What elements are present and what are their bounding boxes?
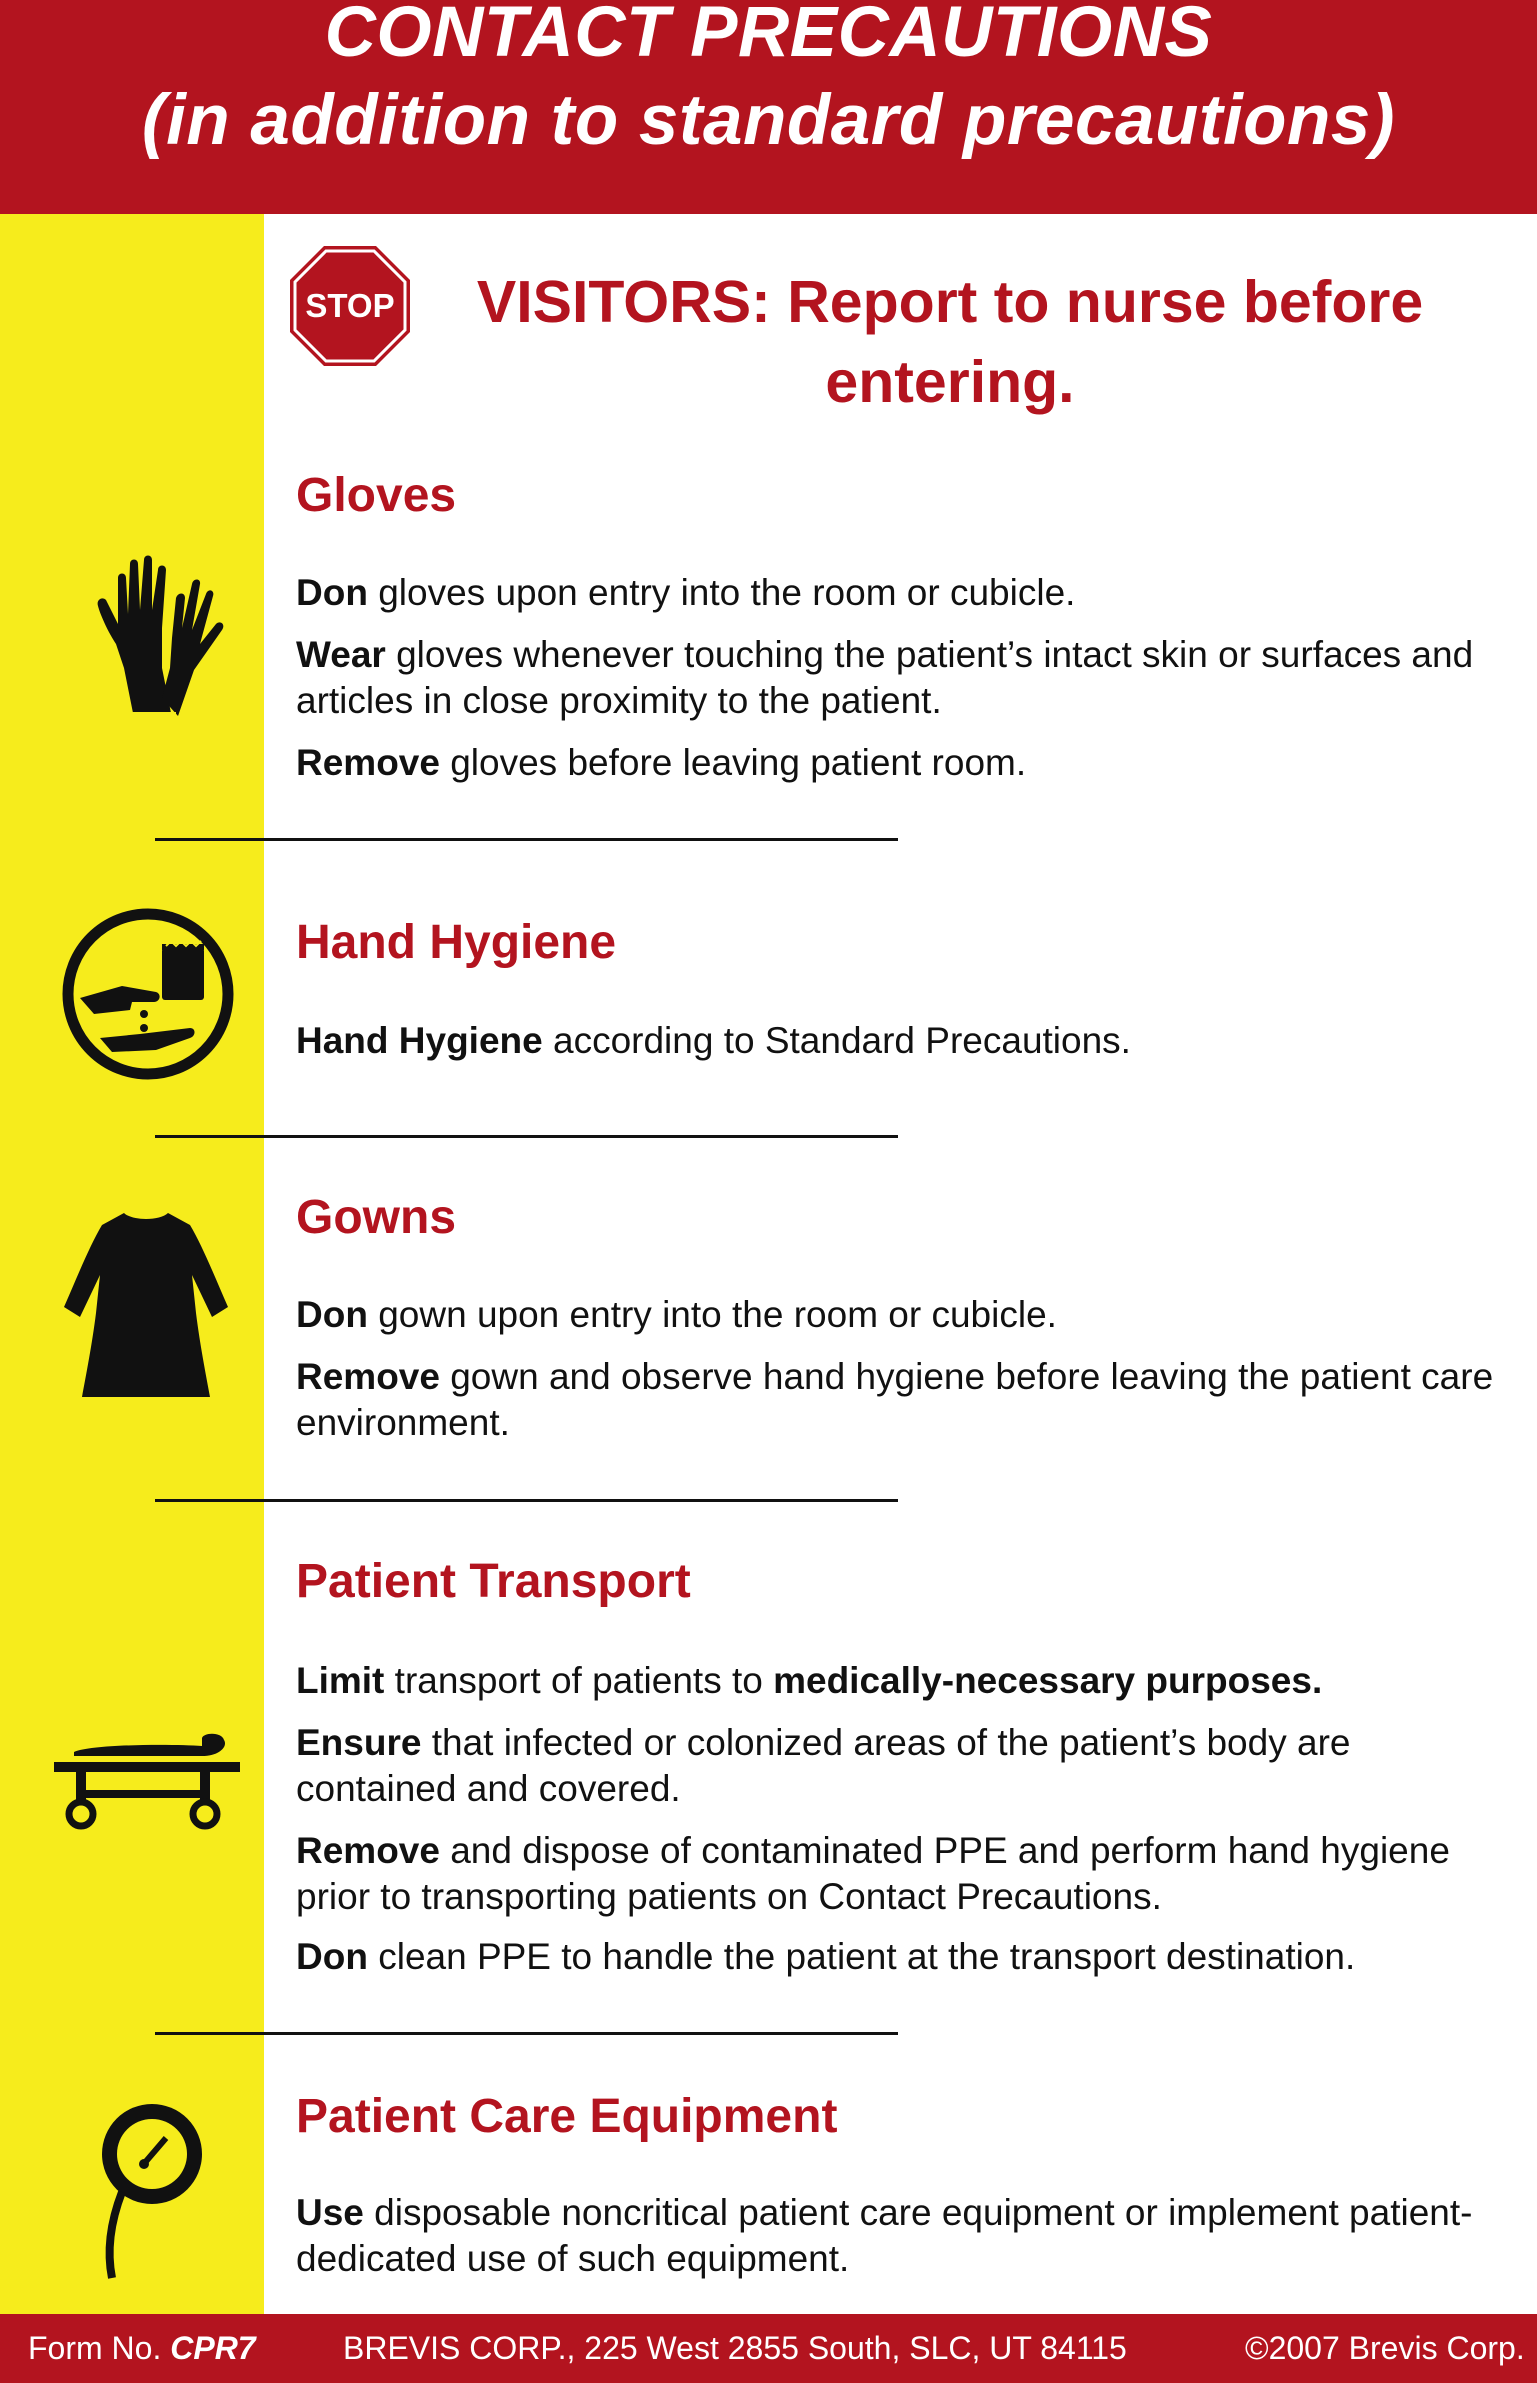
stop-sign-text: STOP	[305, 287, 395, 324]
company-address: BREVIS CORP., 225 West 2855 South, SLC, UT 84115	[343, 2330, 1127, 2366]
gowns-title: Gowns	[296, 1191, 457, 1244]
section-divider	[155, 838, 898, 841]
header-banner	[0, 0, 1537, 214]
form-number: Form No. CPR7	[28, 2330, 256, 2366]
footer-bar	[0, 2314, 1537, 2383]
section-divider	[155, 1135, 898, 1138]
transport-item: Don clean PPE to handle the patient at the transport destination.	[296, 1936, 1356, 1977]
gloves-item: Don gloves upon entry into the room or cubicle.	[296, 572, 1076, 613]
stretcher-icon	[52, 1732, 242, 1832]
gown-icon	[62, 1205, 230, 1401]
hand-hygiene-title: Hand Hygiene	[296, 916, 617, 969]
page-subtitle: (in addition to standard precautions)	[141, 81, 1396, 160]
gloves-item: Remove gloves before leaving patient room.	[296, 742, 1027, 783]
visitors-notice: VISITORS: Report to nurse before entering.	[476, 269, 1424, 415]
gloves-icon	[64, 548, 228, 724]
transport-item: Remove and dispose of contaminated PPE and perform hand hygiene prior to transporting patients on Contact Precautions.	[296, 1830, 1450, 1917]
transport-item: Limit transport of patients to medically-necessary purposes.	[296, 1660, 1323, 1701]
gowns-item: Remove gown and observe hand hygiene before leaving the patient care environment.	[296, 1356, 1494, 1443]
hand-hygiene-item: Hand Hygiene according to Standard Precautions.	[296, 1020, 1131, 1061]
gauge-icon	[92, 2098, 210, 2282]
transport-title: Patient Transport	[296, 1555, 691, 1608]
gowns-item: Don gown upon entry into the room or cubicle.	[296, 1294, 1057, 1335]
section-divider	[155, 2032, 898, 2035]
copyright: ©2007 Brevis Corp.	[1245, 2330, 1525, 2366]
stop-sign-icon	[288, 244, 412, 368]
hand-hygiene-icon	[60, 906, 236, 1082]
gloves-title: Gloves	[296, 469, 457, 522]
transport-item: Ensure that infected or colonized areas of the patient’s body are contained and covered.	[296, 1722, 1351, 1809]
gloves-item: Wear gloves whenever touching the patient’s intact skin or surfaces and articles in close proximity to the patient.	[296, 634, 1474, 721]
equipment-item: Use disposable noncritical patient care equipment or implement patient-dedicated use of such equipment.	[296, 2192, 1473, 2279]
section-divider	[155, 1499, 898, 1502]
equipment-title: Patient Care Equipment	[296, 2090, 838, 2143]
page-title: CONTACT PRECAUTIONS	[324, 0, 1213, 72]
